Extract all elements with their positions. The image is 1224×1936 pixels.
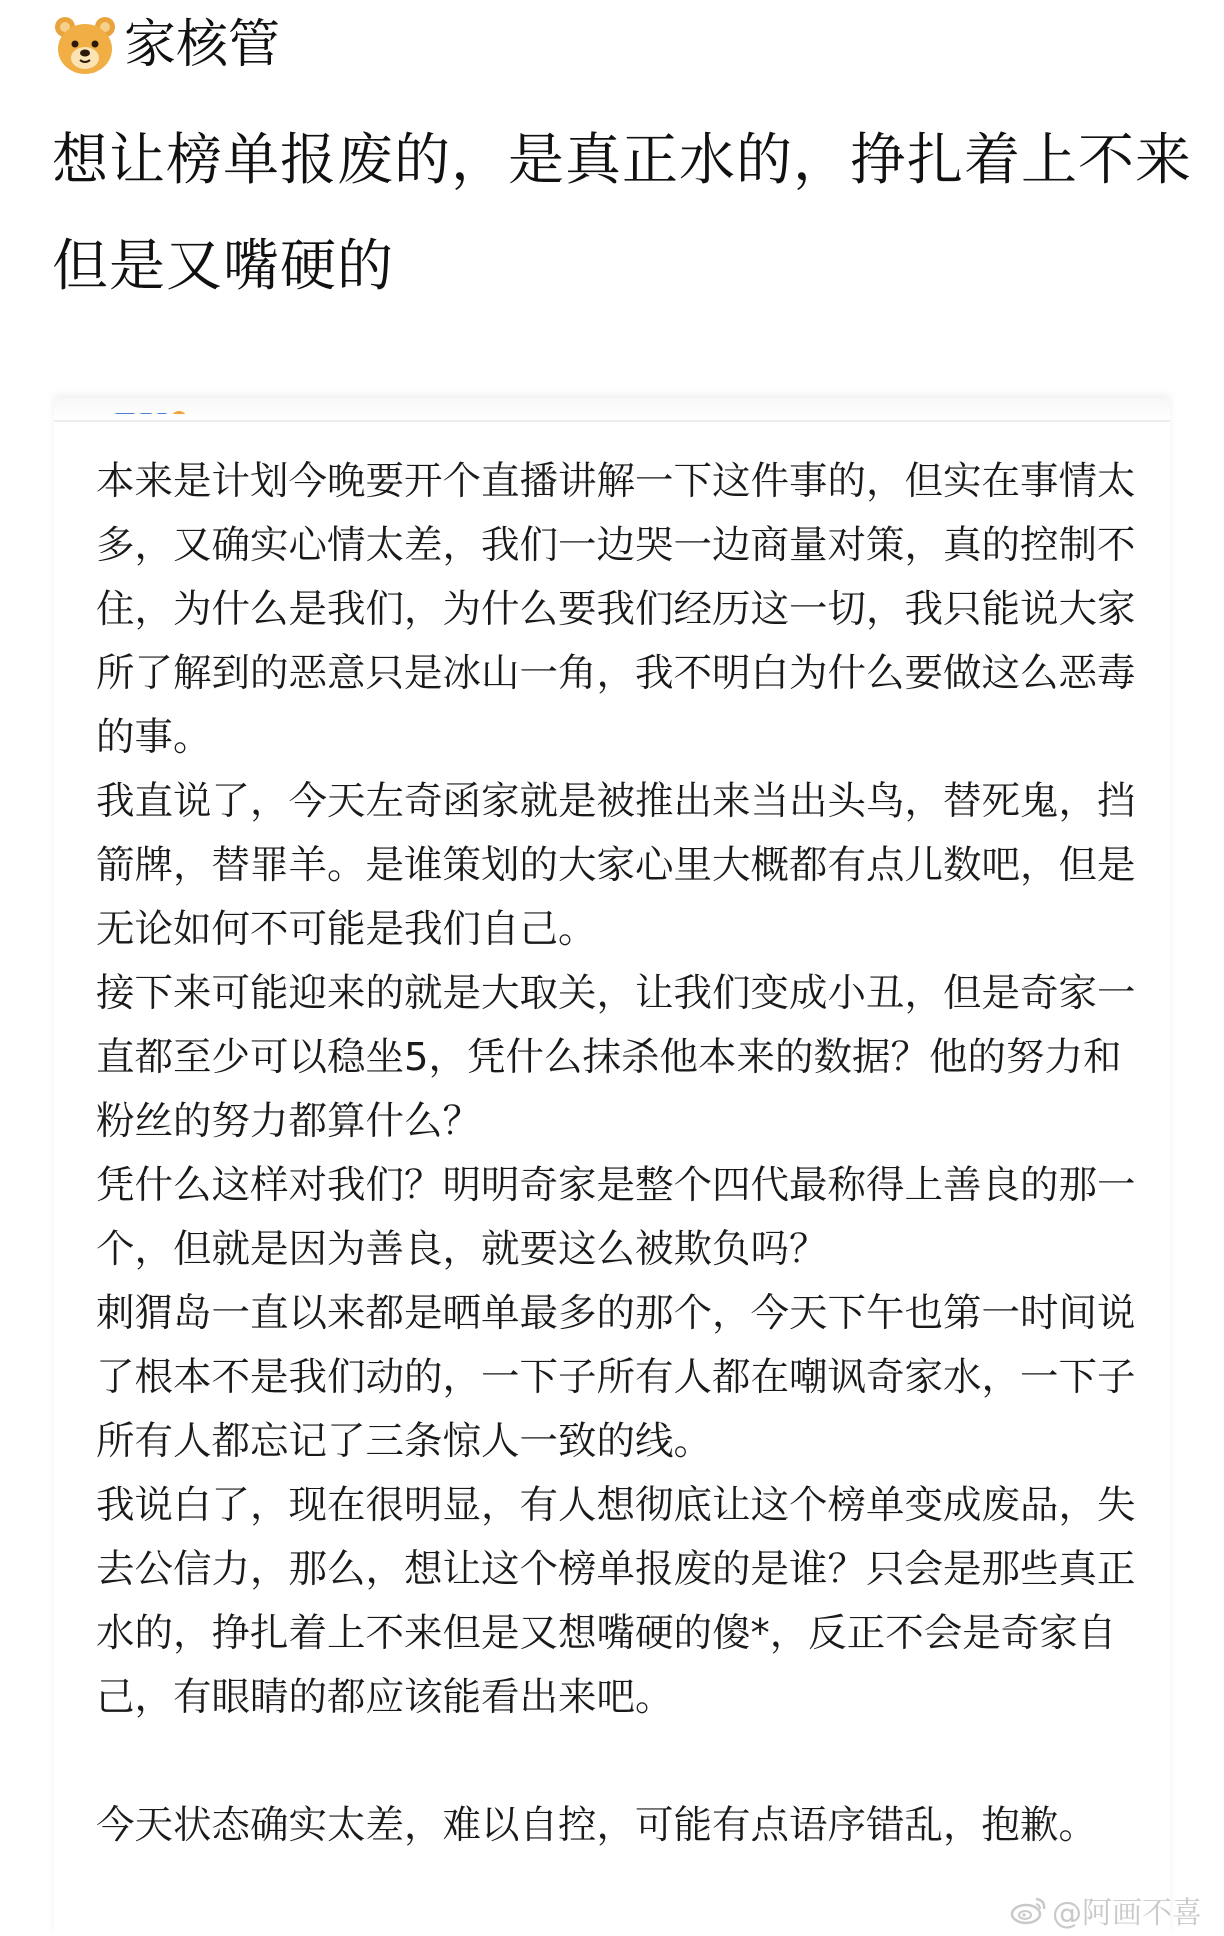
embedded-screenshot: [54, 398, 1170, 1936]
paragraph: 本来是计划今晚要开个直播讲解一下这件事的，但实在事情太多，又确实心情太差，我们一边哭一边商量对策，真的控制不住，为什么是我们，为什么要我们经历这一切，我只能说大家所了解到的恶意只是冰山一角，我不明白为什么要做这么恶毒的事。: [96, 459, 1136, 760]
paragraph: 接下来可能迎来的就是大取关，让我们变成小丑，但是奇家一直都至少可以稳坐5，凭什么抹杀他本来的数据？他的努力和粉丝的努力都算什么？: [96, 971, 1136, 1144]
watermark-text: @阿画不喜: [1052, 1896, 1202, 1931]
paragraph: 凭什么这样对我们？明明奇家是整个四代最称得上善良的那一个，但就是因为善良，就要这么被欺负吗？: [96, 1163, 1136, 1272]
screenshot-body-text: [96, 450, 1156, 1858]
blank-line: [96, 1730, 1156, 1794]
author-name[interactable]: 家核管: [124, 15, 281, 75]
weibo-icon: [1010, 1895, 1048, 1925]
paragraph: 刺猬岛一直以来都是晒单最多的那个，今天下午也第一时间说了根本不是我们动的，一下子所有人都在嘲讽奇家水，一下子所有人都忘记了三条惊人一致的线。: [96, 1291, 1136, 1464]
paragraph: 今天状态确实太差，难以自控，可能有点语序错乱，抱歉。: [96, 1803, 1098, 1848]
post-header: [52, 10, 280, 80]
paragraph: 我直说了，今天左奇函家就是被推出来当出头鸟，替死鬼，挡箭牌，替罪羊。是谁策划的大家心里大概都有点儿数吧，但是无论如何不可能是我们自己。: [96, 779, 1136, 952]
post-headline: 想让榜单报废的，是真正水的，挣扎着上不来但是又嘴硬的: [52, 128, 1192, 299]
bear-face-icon: [52, 13, 118, 77]
cropped-username: [114, 404, 194, 414]
cropped-header-strip: [54, 398, 1170, 422]
paragraph: 我说白了，现在很明显，有人想彻底让这个榜单变成废品，失去公信力，那么，想让这个榜单报废的是谁？只会是那些真正水的，挣扎着上不来但是又想嘴硬的傻*，反正不会是奇家自己，有眼睛的都应该能看出来吧。: [96, 1483, 1136, 1720]
watermark: [1010, 1890, 1202, 1930]
